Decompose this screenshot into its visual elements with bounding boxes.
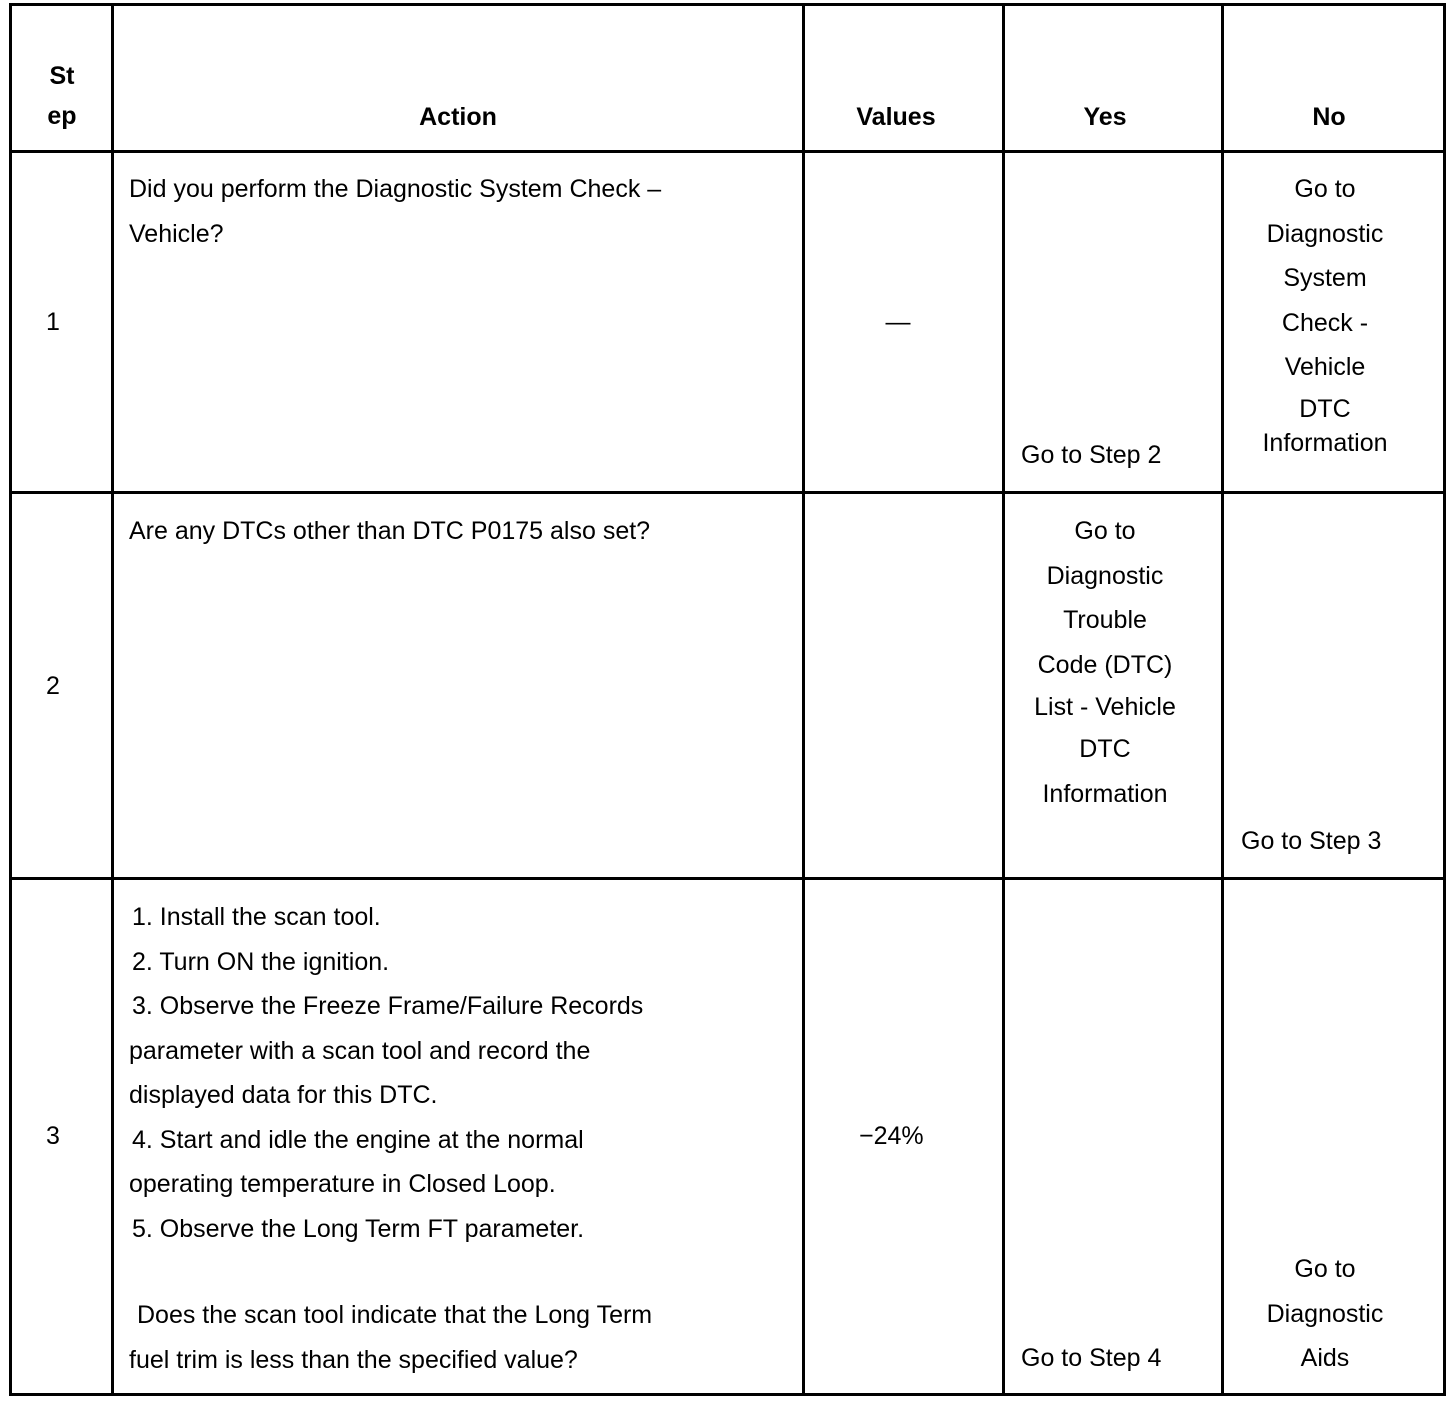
table-border-left xyxy=(9,3,12,1396)
action-line: 2. Turn ON the ignition. xyxy=(132,947,390,976)
yes-link-line: Diagnostic xyxy=(1046,561,1164,590)
no-link-line: Aids xyxy=(1300,1344,1350,1372)
header-step-line: ep xyxy=(47,102,77,130)
yes-link-line: Information xyxy=(1042,779,1168,808)
yes-link-line: List - Vehicle xyxy=(1034,693,1176,721)
action-line: 5. Observe the Long Term FT parameter. xyxy=(132,1214,585,1243)
action-spacer xyxy=(129,1251,799,1293)
no-link-line: DTC xyxy=(1299,394,1351,423)
step-number: 1 xyxy=(46,308,60,336)
action-line: displayed data for this DTC. xyxy=(129,1081,438,1109)
header-no: No xyxy=(1312,103,1346,131)
row-divider xyxy=(9,491,1446,494)
no-link[interactable]: Go to Step 3 xyxy=(1241,827,1382,855)
yes-link-line: Go to xyxy=(1074,517,1136,545)
column-divider xyxy=(1221,3,1224,1396)
value-text: −24% xyxy=(859,1122,924,1150)
action-line: Vehicle? xyxy=(129,219,224,248)
action-text xyxy=(129,509,799,554)
yes-link[interactable] xyxy=(1005,509,1205,816)
no-link-line: Go to xyxy=(1294,175,1356,203)
action-line: Does the scan tool indicate that the Long Term xyxy=(137,1301,653,1329)
no-link-line: Go to xyxy=(1294,1255,1356,1283)
column-divider xyxy=(802,3,805,1396)
step-number: 2 xyxy=(46,672,60,700)
action-line: fuel trim is less than the specified value? xyxy=(129,1345,578,1374)
action-text xyxy=(129,895,799,1382)
action-line: Did you perform the Diagnostic System Check – xyxy=(129,175,662,203)
header-yes: Yes xyxy=(1083,103,1127,131)
value-text: — xyxy=(885,308,911,336)
yes-link-line: DTC xyxy=(1079,735,1131,763)
action-text xyxy=(129,167,799,256)
yes-link[interactable]: Go to Step 2 xyxy=(1021,441,1162,469)
table-border-top xyxy=(9,3,1446,6)
header-step-line: St xyxy=(49,62,75,90)
header-action: Action xyxy=(419,103,497,131)
table-border-right xyxy=(1443,3,1446,1396)
action-line: Are any DTCs other than DTC P0175 also set? xyxy=(129,517,651,545)
no-link-line: Diagnostic xyxy=(1266,1299,1384,1328)
no-link[interactable] xyxy=(1226,167,1424,458)
table-border-bottom xyxy=(9,1393,1446,1396)
header-step xyxy=(14,56,110,136)
header-divider xyxy=(9,150,1446,153)
step-number: 3 xyxy=(46,1122,60,1150)
action-line: 1. Install the scan tool. xyxy=(132,903,381,931)
column-divider xyxy=(111,3,114,1396)
no-link-line: Information xyxy=(1262,428,1388,457)
header-values: Values xyxy=(856,103,936,131)
no-link-line: Check - xyxy=(1281,308,1369,337)
yes-link-line: Trouble xyxy=(1063,606,1147,634)
no-link[interactable] xyxy=(1226,1247,1424,1381)
no-link-line: System xyxy=(1283,264,1367,292)
row-divider xyxy=(9,877,1446,880)
action-line: operating temperature in Closed Loop. xyxy=(129,1170,556,1198)
action-line: 3. Observe the Freeze Frame/Failure Records xyxy=(132,992,644,1020)
no-link-line: Diagnostic xyxy=(1266,219,1384,248)
yes-link[interactable]: Go to Step 4 xyxy=(1021,1344,1162,1372)
no-link-line: Vehicle xyxy=(1284,353,1366,381)
action-line: 4. Start and idle the engine at the normal xyxy=(132,1125,584,1154)
action-line: parameter with a scan tool and record the xyxy=(129,1036,591,1065)
yes-link-line: Code (DTC) xyxy=(1037,650,1173,679)
